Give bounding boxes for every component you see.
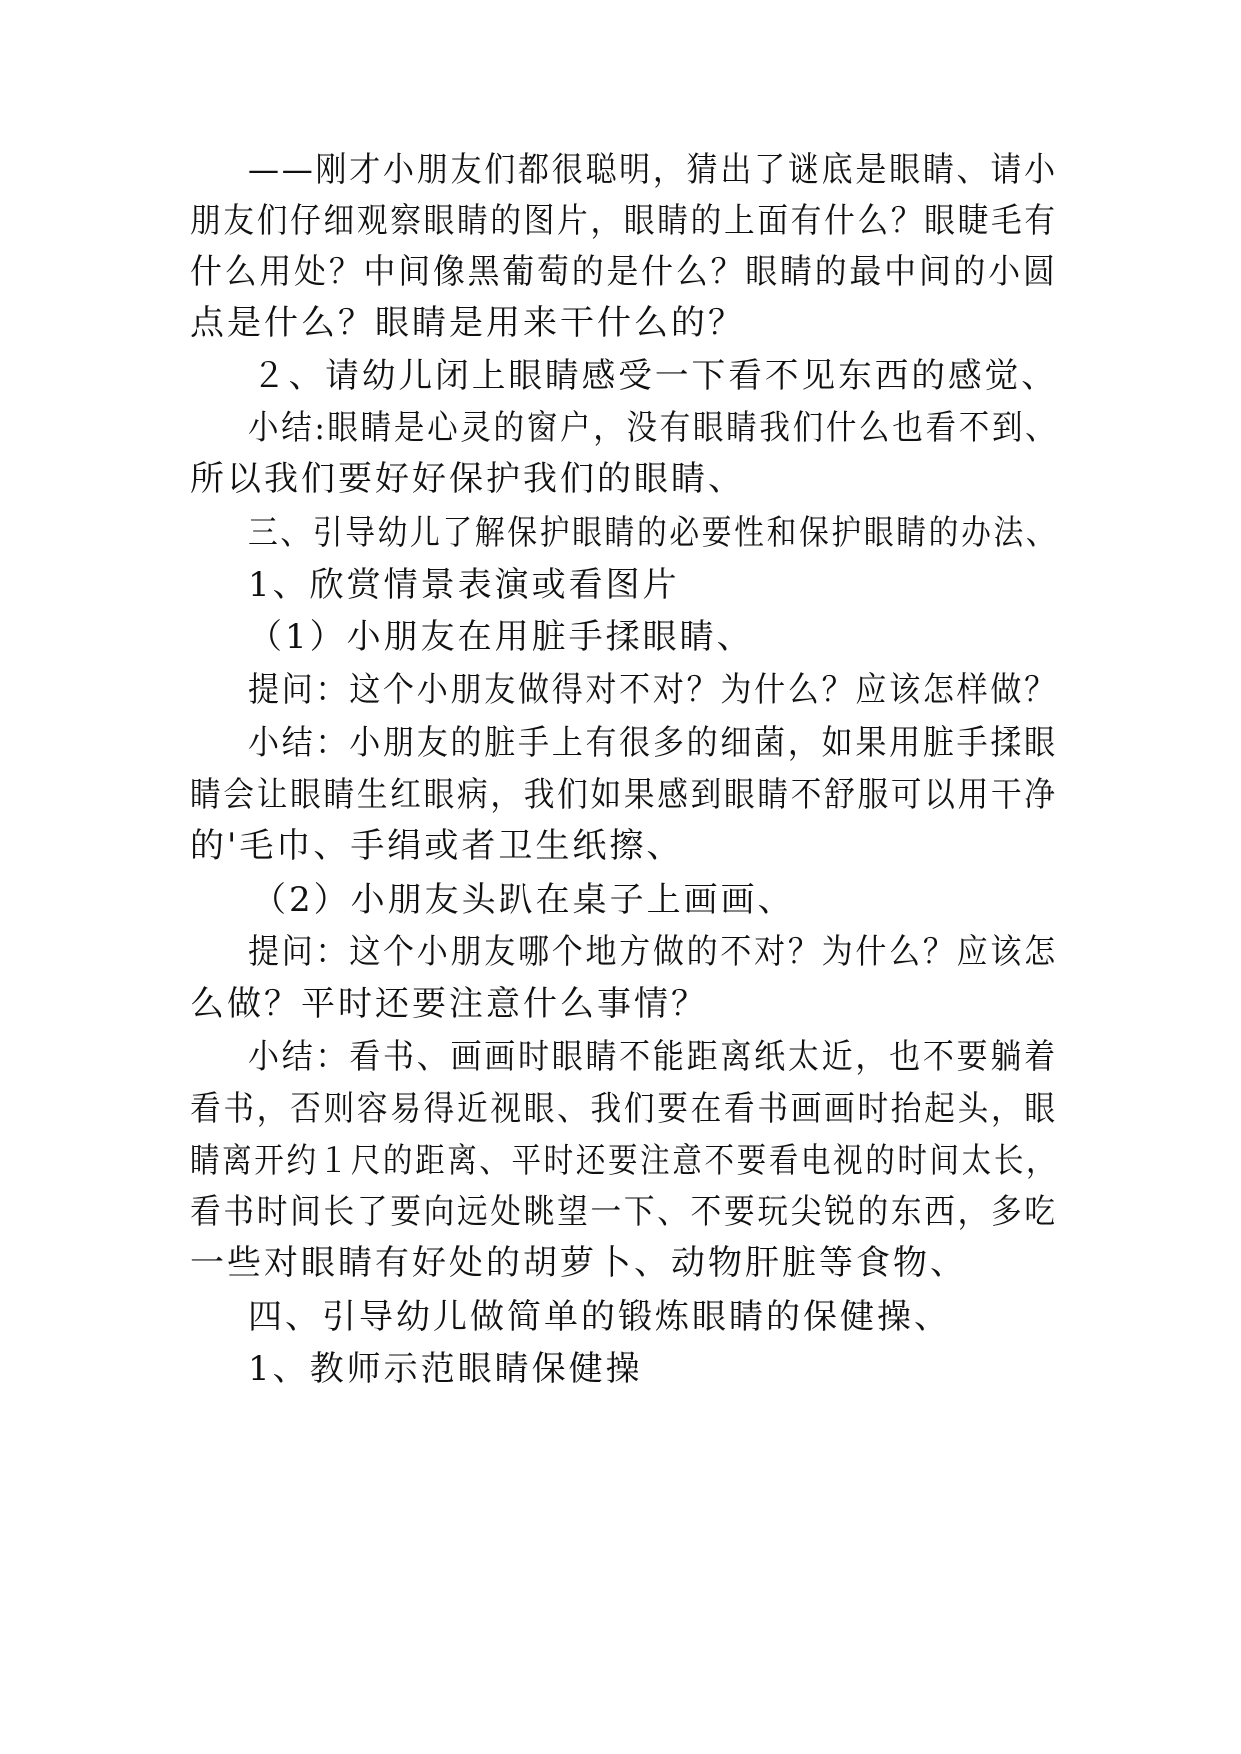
text-line: 一些对眼睛有好处的胡萝卜、动物肝脏等食物、 — [190, 1243, 967, 1283]
text-line: 小结：看书、画画时眼睛不能距离纸太近，也不要躺着 — [248, 1037, 1058, 1077]
text-line: 三、引导幼儿了解保护眼睛的必要性和保护眼睛的办法、 — [248, 513, 1059, 553]
text-line: 提问：这个小朋友做得对不对？为什么？应该怎样做？ — [248, 670, 1058, 710]
text-line: 提问：这个小朋友哪个地方做的不对？为什么？应该怎 — [248, 932, 1058, 972]
text-line: 看书时间长了要向远处眺望一下、不要玩尖锐的东西，多吃 — [190, 1192, 1058, 1232]
text-line: 点是什么？眼睛是用来干什么的？ — [190, 303, 745, 343]
text-line: 看书，否则容易得近视眼、我们要在看书画画时抬起头，眼 — [190, 1089, 1058, 1129]
text-line: 什么用处？中间像黑葡萄的是什么？眼睛的最中间的小圆 — [190, 252, 1058, 292]
text-line: 四、引导幼儿做简单的锻炼眼睛的保健操、 — [248, 1297, 951, 1337]
text-line: ２、请幼儿闭上眼睛感受一下看不见东西的感觉、 — [252, 356, 1058, 396]
text-line: ——刚才小朋友们都很聪明，猜出了谜底是眼睛、请小 — [248, 150, 1058, 190]
text-line: 睛会让眼睛生红眼病，我们如果感到眼睛不舒服可以用干净 — [190, 775, 1058, 815]
text-line: 1、教师示范眼睛保健操 — [248, 1349, 643, 1389]
text-line: 所以我们要好好保护我们的眼睛、 — [190, 459, 745, 499]
text-line: 1、欣赏情景表演或看图片 — [248, 565, 680, 605]
text-line: 睛离开约１尺的距离、平时还要注意不要看电视的时间太长， — [190, 1141, 1059, 1181]
text-line: 的'毛巾、手绢或者卫生纸擦、 — [190, 826, 684, 866]
text-line: （2）小朋友头趴在桌子上画画、 — [252, 880, 795, 920]
text-line: 朋友们仔细观察眼睛的图片，眼睛的上面有什么？眼睫毛有 — [190, 201, 1058, 241]
text-line: 么做？平时还要注意什么事情？ — [190, 984, 708, 1024]
text-line: 小结：小朋友的脏手上有很多的细菌，如果用脏手揉眼 — [248, 723, 1058, 763]
text-line: 小结:眼睛是心灵的窗户，没有眼睛我们什么也看不到、 — [248, 408, 1059, 448]
text-line: （1）小朋友在用脏手揉眼睛、 — [248, 617, 754, 657]
